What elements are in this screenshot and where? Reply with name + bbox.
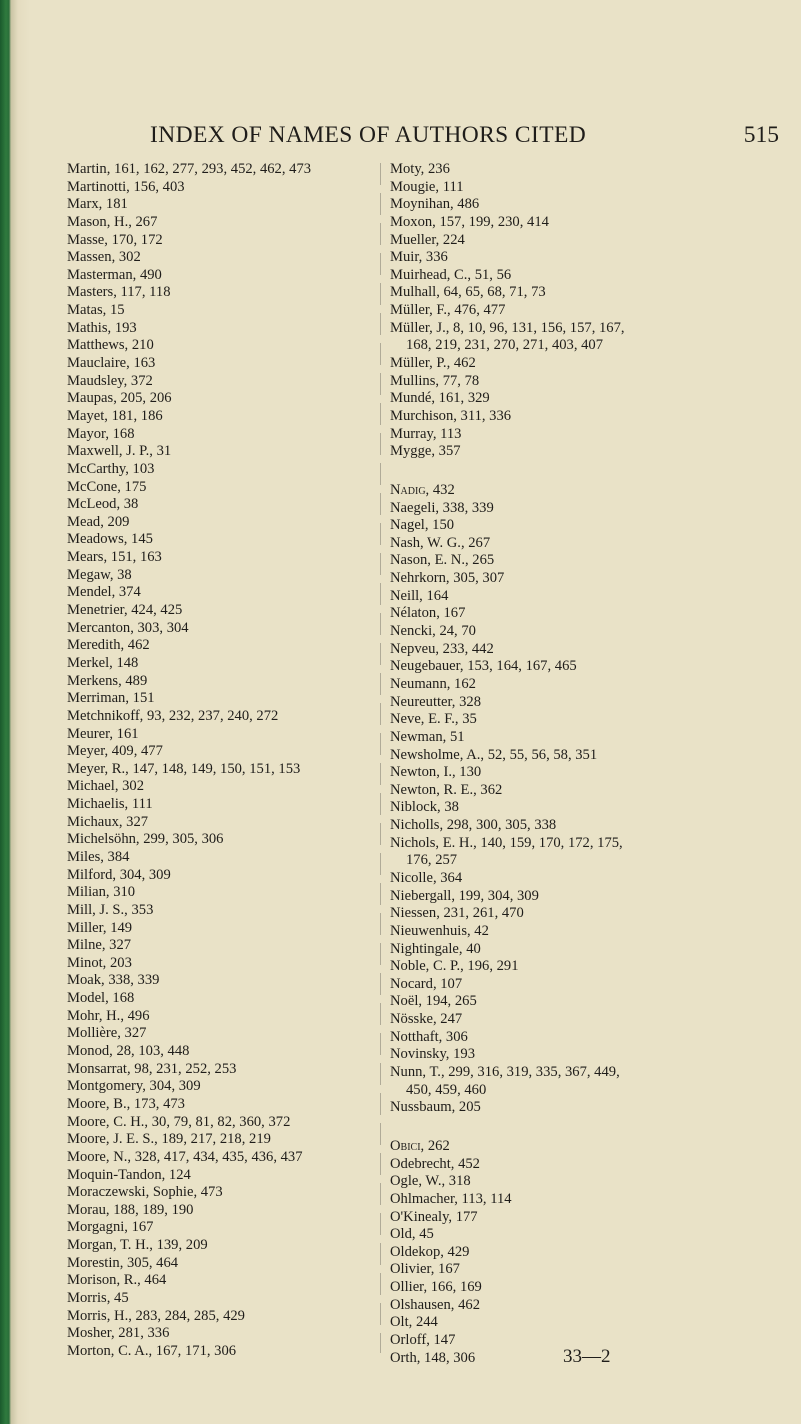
index-entry: Müller, J., 8, 10, 96, 131, 156, 157, 167, xyxy=(390,319,625,336)
index-entry: Mullins, 77, 78 xyxy=(390,372,480,389)
index-entry: Monod, 28, 103, 448 xyxy=(67,1043,190,1060)
running-title: INDEX OF NAMES OF AUTHORS CITED xyxy=(150,122,587,148)
index-entry: O'Kinealy, 177 xyxy=(390,1208,478,1225)
index-entry: Milford, 304, 309 xyxy=(67,866,171,883)
index-entry: Mueller, 224 xyxy=(390,231,465,248)
index-entry: McLeod, 38 xyxy=(67,496,139,513)
index-entry: Moore, B., 173, 473 xyxy=(67,1095,185,1112)
index-entry: Moraczewski, Sophie, 473 xyxy=(67,1184,223,1201)
index-entry: Olivier, 167 xyxy=(390,1261,460,1278)
index-entry: Marx, 181 xyxy=(67,196,128,213)
index-entry: Nocard, 107 xyxy=(390,975,463,992)
index-entry: Moquin-Tandon, 124 xyxy=(67,1166,191,1183)
index-entry: Nason, E. N., 265 xyxy=(390,552,495,569)
index-entry: Mollière, 327 xyxy=(67,1025,147,1042)
index-entry: Michelsöhn, 299, 305, 306 xyxy=(67,831,224,848)
index-entry: Masse, 170, 172 xyxy=(67,231,163,248)
index-entry: Model, 168 xyxy=(67,990,135,1007)
index-entry: Masterman, 490 xyxy=(67,266,162,283)
index-entry: Müller, P., 462 xyxy=(390,355,476,372)
index-entry: Nichols, E. H., 140, 159, 170, 172, 175, xyxy=(390,834,623,851)
index-entry: Mayet, 181, 186 xyxy=(67,407,163,424)
index-entry: Muir, 336 xyxy=(390,249,448,266)
index-entry: Nicolle, 364 xyxy=(390,869,463,886)
index-entry: Neill, 164 xyxy=(390,587,449,604)
index-column-right xyxy=(390,161,790,1367)
column-divider xyxy=(380,163,381,1353)
index-entry: Martinotti, 156, 403 xyxy=(67,178,185,195)
index-entry: Michaelis, 111 xyxy=(67,796,153,813)
index-entry: Niblock, 38 xyxy=(390,799,459,816)
index-entry: Michael, 302 xyxy=(67,778,145,795)
index-entry: Nencki, 24, 70 xyxy=(390,623,476,640)
index-entry: Ohlmacher, 113, 114 xyxy=(390,1190,512,1207)
index-entry: Mosher, 281, 336 xyxy=(67,1325,170,1342)
index-entry: Nösske, 247 xyxy=(390,1011,463,1028)
index-entry: Mundé, 161, 329 xyxy=(390,390,490,407)
index-entry: Matas, 15 xyxy=(67,302,125,319)
index-entry: Neve, E. F., 35 xyxy=(390,711,477,728)
index-entry: Masters, 117, 118 xyxy=(67,284,171,301)
index-entry: Novinsky, 193 xyxy=(390,1046,475,1063)
index-entry: Meurer, 161 xyxy=(67,725,139,742)
index-entry: Naegeli, 338, 339 xyxy=(390,499,494,516)
index-entry: Muirhead, C., 51, 56 xyxy=(390,266,512,283)
index-entry: Moore, N., 328, 417, 434, 435, 436, 437 xyxy=(67,1148,303,1165)
index-entry: Mayor, 168 xyxy=(67,425,135,442)
letter-section-gap xyxy=(390,1117,790,1138)
index-entry: Mougie, 111 xyxy=(390,178,464,195)
index-entry: Miles, 384 xyxy=(67,848,130,865)
index-entry-continuation: 168, 219, 231, 270, 271, 403, 407 xyxy=(406,337,604,354)
index-entry: Morau, 188, 189, 190 xyxy=(67,1201,194,1218)
index-entry: Olt, 244 xyxy=(390,1314,438,1331)
index-entry: Megaw, 38 xyxy=(67,566,132,583)
index-entry: Newman, 51 xyxy=(390,728,465,745)
index-entry: Mears, 151, 163 xyxy=(67,549,162,566)
signature-mark: 33—2 xyxy=(563,1346,611,1367)
index-entry: Maxwell, J. P., 31 xyxy=(67,443,172,460)
index-entry: Maudsley, 372 xyxy=(67,372,153,389)
index-entry: Nieuwenhuis, 42 xyxy=(390,922,489,939)
index-entry: Mauclaire, 163 xyxy=(67,355,156,372)
index-entry: Mathis, 193 xyxy=(67,319,137,336)
index-entry: Murchison, 311, 336 xyxy=(390,407,512,424)
index-entry: Merkens, 489 xyxy=(67,672,148,689)
index-entry: Montgomery, 304, 309 xyxy=(67,1078,201,1095)
index-entry: Newsholme, A., 52, 55, 56, 58, 351 xyxy=(390,746,598,763)
letter-section-gap xyxy=(390,461,790,482)
index-entry: Moore, J. E. S., 189, 217, 218, 219 xyxy=(67,1131,271,1148)
index-entry: Minot, 203 xyxy=(67,954,132,971)
index-entry: Noble, C. P., 196, 291 xyxy=(390,958,519,975)
index-entry: Nehrkorn, 305, 307 xyxy=(390,570,505,587)
index-entry: Morton, C. A., 167, 171, 306 xyxy=(67,1342,237,1359)
index-entry: Ogle, W., 318 xyxy=(390,1173,471,1190)
index-entry: Morris, 45 xyxy=(67,1290,129,1306)
index-entry: Nussbaum, 205 xyxy=(390,1099,481,1116)
page-header xyxy=(0,122,801,152)
index-entry: Martin, 161, 162, 277, 293, 452, 462, 473 xyxy=(67,161,312,177)
index-entry: Orloff, 147 xyxy=(390,1332,456,1348)
index-entry: Mulhall, 64, 65, 68, 71, 73 xyxy=(390,284,546,301)
index-entry: Notthaft, 306 xyxy=(390,1028,468,1045)
index-entry: Moore, C. H., 30, 79, 81, 82, 360, 372 xyxy=(67,1113,291,1130)
index-entry: Milne, 327 xyxy=(67,937,132,954)
index-entry: Newton, R. E., 362 xyxy=(390,781,503,798)
index-entry: Morison, R., 464 xyxy=(67,1272,167,1289)
index-entry: Niessen, 231, 261, 470 xyxy=(390,905,524,922)
index-entry: Mead, 209 xyxy=(67,513,130,530)
section-initial-name: Nadig xyxy=(390,481,426,498)
index-entry: Moynihan, 486 xyxy=(390,196,480,213)
index-entry: Monsarrat, 98, 231, 252, 253 xyxy=(67,1060,237,1077)
index-entry: Moty, 236 xyxy=(390,161,450,177)
book-binding-edge xyxy=(0,0,30,1424)
index-entry: Mill, J. S., 353 xyxy=(67,901,154,918)
index-column-left xyxy=(67,161,372,1361)
index-entry: Morestin, 305, 464 xyxy=(67,1254,179,1271)
index-entry: Mendel, 374 xyxy=(67,584,141,601)
index-entry: McCone, 175 xyxy=(67,478,147,495)
index-entry: Moxon, 157, 199, 230, 414 xyxy=(390,213,549,230)
index-entry: Niebergall, 199, 304, 309 xyxy=(390,887,539,904)
index-entry: Maupas, 205, 206 xyxy=(67,390,172,407)
index-entry: Nélaton, 167 xyxy=(390,605,466,622)
index-entry: Menetrier, 424, 425 xyxy=(67,602,183,619)
index-entry-continuation: 176, 257 xyxy=(406,852,458,869)
index-entry: Orth, 148, 306 xyxy=(390,1349,476,1366)
index-entry: McCarthy, 103 xyxy=(67,460,155,477)
index-entry: Olshausen, 462 xyxy=(390,1296,480,1313)
index-entry: Nightingale, 40 xyxy=(390,940,481,957)
index-entry: Müller, F., 476, 477 xyxy=(390,302,506,319)
index-entry: Morgagni, 167 xyxy=(67,1219,154,1236)
index-entry: Nagel, 150 xyxy=(390,517,455,534)
index-entry: Noël, 194, 265 xyxy=(390,993,477,1010)
index-entry: Mercanton, 303, 304 xyxy=(67,619,189,636)
index-entry: Neugebauer, 153, 164, 167, 465 xyxy=(390,658,577,675)
index-entry: Matthews, 210 xyxy=(67,337,154,354)
index-entry: Nadig, 432 xyxy=(390,481,455,498)
index-entry: Merriman, 151 xyxy=(67,690,155,707)
index-entry: Milian, 310 xyxy=(67,884,136,901)
index-entry: Obici, 262 xyxy=(390,1137,450,1154)
index-entry-continuation: 450, 459, 460 xyxy=(406,1081,487,1098)
index-entry: Neumann, 162 xyxy=(390,675,476,692)
section-initial-name: Obici xyxy=(390,1137,421,1154)
index-entry: Metchnikoff, 93, 232, 237, 240, 272 xyxy=(67,707,279,724)
index-entry: Newton, I., 130 xyxy=(390,764,482,781)
page-number: 515 xyxy=(743,122,779,148)
index-entry: Michaux, 327 xyxy=(67,813,149,830)
index-entry: Mason, H., 267 xyxy=(67,213,158,230)
index-entry: Miller, 149 xyxy=(67,919,133,936)
index-entry: Ollier, 166, 169 xyxy=(390,1279,482,1296)
index-entry: Mygge, 357 xyxy=(390,443,461,460)
index-entry: Merkel, 148 xyxy=(67,654,139,671)
index-entry: Meyer, R., 147, 148, 149, 150, 151, 153 xyxy=(67,760,301,777)
index-entry: Nicholls, 298, 300, 305, 338 xyxy=(390,817,557,834)
index-entry: Morris, H., 283, 284, 285, 429 xyxy=(67,1307,245,1324)
index-entry: Mohr, H., 496 xyxy=(67,1007,150,1024)
index-entry: Nepveu, 233, 442 xyxy=(390,640,494,657)
index-entry: Murray, 113 xyxy=(390,425,462,442)
index-entry: Meadows, 145 xyxy=(67,531,153,548)
index-entry: Morgan, T. H., 139, 209 xyxy=(67,1237,208,1254)
index-entry: Odebrecht, 452 xyxy=(390,1155,480,1172)
index-entry: Nash, W. G., 267 xyxy=(390,534,491,551)
index-entry: Massen, 302 xyxy=(67,249,141,266)
index-entry: Neureutter, 328 xyxy=(390,693,481,710)
index-entry: Moak, 338, 339 xyxy=(67,972,160,989)
index-entry: Meredith, 462 xyxy=(67,637,150,654)
index-entry: Meyer, 409, 477 xyxy=(67,743,163,760)
index-entry: Nunn, T., 299, 316, 319, 335, 367, 449, xyxy=(390,1064,620,1081)
index-entry: Old, 45 xyxy=(390,1226,434,1243)
index-entry: Oldekop, 429 xyxy=(390,1243,470,1260)
